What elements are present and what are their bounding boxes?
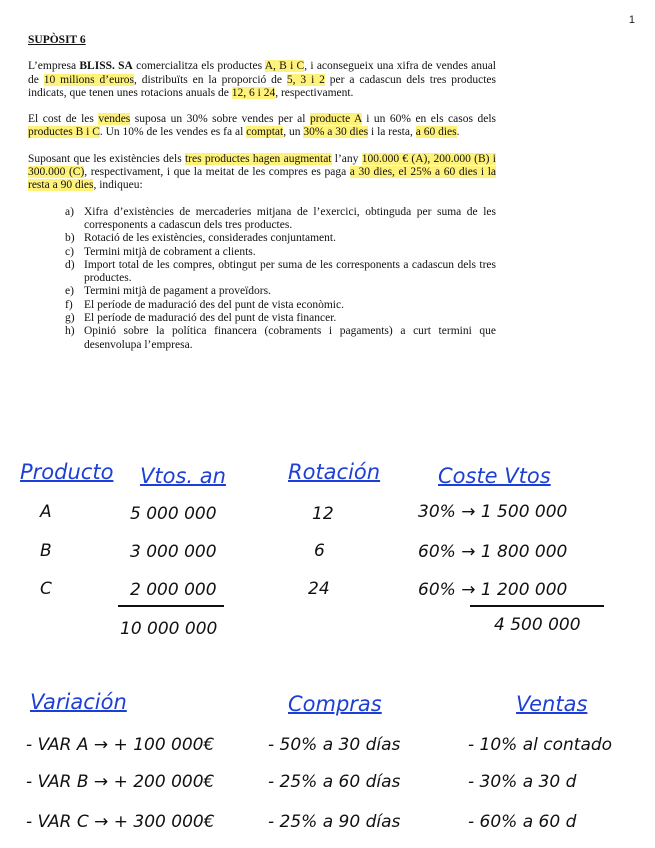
sum-line-coste — [470, 605, 604, 607]
question-item — [28, 232, 496, 245]
question-text: El període de maduració des del punt de vista financer. — [84, 312, 337, 325]
text-segment: suposa un 30% sobre vendes per al — [130, 113, 310, 126]
row2-compras: - 25% a 60 días — [268, 772, 401, 792]
highlighted-text: tres productes hagen augmentat — [184, 152, 332, 165]
total-vtos: 10 000 000 — [120, 619, 218, 639]
row3-variacion: - VAR C → + 300 000€ — [26, 812, 215, 832]
highlighted-text: 100.000 € (A), 200.000 (B) i 300.000 (C) — [28, 152, 496, 179]
paragraph-3 — [28, 153, 496, 193]
text-segment: , distribuïts en la proporció de — [134, 73, 287, 86]
highlighted-text: 5, 3 i 2 — [286, 73, 325, 86]
row-b-coste: 60% → 1 800 000 — [418, 542, 568, 562]
text-segment: i la resta, — [368, 126, 416, 139]
question-text: El període de maduració des del punt de vista econòmic. — [84, 298, 344, 311]
question-letter: f) — [65, 298, 73, 311]
row2-ventas: - 30% a 30 d — [468, 772, 577, 792]
row-c-vtos: 2 000 000 — [130, 580, 217, 600]
text-segment: , indiqueu: — [93, 179, 143, 192]
header-coste: Coste Vtos — [438, 464, 551, 488]
row-b-rotacion: 6 — [314, 541, 325, 561]
bold-text: BLISS. SA — [79, 60, 133, 73]
paragraph-1 — [28, 60, 496, 100]
highlighted-text: a 60 dies — [415, 126, 457, 139]
question-letter: e) — [65, 285, 74, 298]
header-producto: Producto — [20, 460, 114, 484]
row-b-producto: B — [40, 541, 52, 561]
header-ventas: Ventas — [516, 692, 588, 716]
question-item — [28, 325, 496, 352]
question-item — [28, 246, 496, 259]
text-segment: El cost de les — [28, 113, 99, 126]
text-segment: . Un 10% de les vendes es fa al — [99, 126, 247, 139]
question-list — [28, 206, 496, 352]
header-rotacion: Rotación — [288, 460, 381, 484]
row1-ventas: - 10% al contado — [468, 735, 613, 755]
highlighted-text: vendes — [98, 113, 131, 126]
header-variacion: Variación — [30, 690, 127, 714]
highlighted-text: producte A — [309, 113, 362, 126]
question-item — [28, 259, 496, 286]
question-letter: a) — [65, 205, 74, 218]
question-text: Import total de les compres, obtingut per suma de les corresponents a cadascun dels tres productes. — [84, 258, 496, 285]
question-item — [28, 312, 496, 325]
sum-line-vtos — [118, 605, 224, 607]
row1-variacion: - VAR A → + 100 000€ — [26, 735, 215, 755]
text-segment: per a cadascun dels tres productes indicats, que tenen unes rotacions anuals de — [28, 73, 496, 99]
question-text: Termini mitjà de pagament a proveïdors. — [84, 285, 271, 298]
question-item — [28, 206, 496, 233]
highlighted-text: a 30 dies, el 25% a 60 dies i la resta a 90 dies — [28, 166, 496, 192]
row-b-vtos: 3 000 000 — [130, 542, 217, 562]
row3-compras: - 25% a 90 días — [268, 812, 401, 832]
highlighted-text: comptat — [246, 126, 284, 139]
question-text: Rotació de les existències, considerades conjuntament. — [84, 232, 336, 245]
question-text: Termini mitjà de cobrament a clients. — [84, 245, 256, 258]
text-segment: L’empresa — [28, 60, 80, 73]
row-c-coste: 60% → 1 200 000 — [418, 580, 568, 600]
question-letter: c) — [65, 245, 74, 258]
question-text: Opinió sobre la política financera (cobraments i pagaments) a curt termini que desenvolupa l’empresa. — [84, 325, 496, 351]
highlighted-text: A, B i C — [264, 60, 305, 73]
header-compras: Compras — [288, 692, 382, 716]
text-segment: . — [456, 126, 460, 139]
question-text: Xifra d’existències de mercaderies mitjana de l’exercici, obtinguda per suma de les corresponents a cadascun dels tres productes. — [84, 205, 496, 231]
highlighted-text: 10 milions d’euros — [43, 73, 135, 86]
question-letter: d) — [65, 258, 75, 271]
row-a-rotacion: 12 — [312, 504, 334, 524]
text-segment: l’any — [331, 152, 362, 165]
text-segment: , un — [283, 126, 304, 139]
total-coste: 4 500 000 — [494, 615, 581, 635]
row-a-coste: 30% → 1 500 000 — [418, 502, 568, 522]
highlighted-text: 12, 6 i 24 — [231, 86, 276, 99]
paragraph-2 — [28, 113, 496, 140]
text-segment: i un 60% en els casos dels — [361, 113, 496, 126]
text-segment: , i aconsegueix una xifra de vendes anual de — [28, 60, 496, 86]
row-a-producto: A — [40, 502, 52, 522]
row-c-producto: C — [40, 579, 52, 599]
question-item — [28, 299, 496, 312]
text-segment: , respectivament. — [275, 86, 354, 99]
row1-compras: - 50% a 30 días — [268, 735, 401, 755]
question-item — [28, 285, 496, 298]
row2-variacion: - VAR B → + 200 000€ — [26, 772, 215, 792]
text-segment: comercialitza els productes — [132, 60, 265, 73]
row-a-vtos: 5 000 000 — [130, 504, 217, 524]
problem-statement — [28, 34, 496, 352]
question-letter: b) — [65, 232, 75, 245]
question-letter: h) — [65, 325, 75, 338]
row-c-rotacion: 24 — [308, 579, 330, 599]
problem-title: SUPÒSIT 6 — [28, 34, 86, 46]
text-segment: Suposant que les existències dels — [28, 152, 185, 165]
text-segment: , respectivament, i que la meitat de les compres es paga — [84, 166, 350, 179]
row3-ventas: - 60% a 60 d — [468, 812, 577, 832]
highlighted-text: productes B i C — [28, 126, 100, 139]
highlighted-text: 30% a 30 dies — [303, 126, 369, 139]
question-letter: g) — [65, 312, 75, 325]
header-vtos: Vtos. an — [140, 464, 226, 488]
page-number: 1 — [628, 14, 635, 26]
